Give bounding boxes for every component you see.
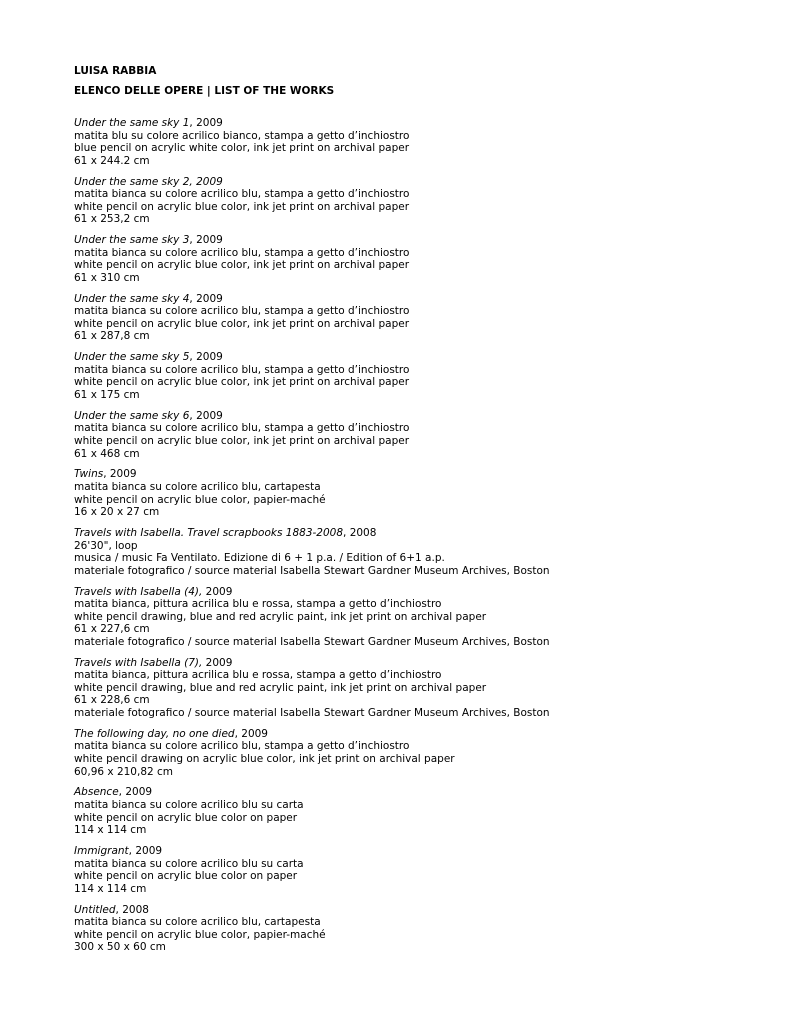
- work-detail-line: 16 x 20 x 27 cm: [74, 506, 160, 519]
- work-title: Twins: [74, 468, 104, 481]
- work-detail-line: white pencil on acrylic blue color, ink jet print on archival paper: [74, 317, 410, 330]
- artist-name: LUISA RABBIA: [74, 65, 157, 77]
- work-detail-line: white pencil drawing on acrylic blue color, ink jet print on archival paper: [74, 753, 455, 765]
- work-entry: [74, 904, 764, 954]
- work-title: Under the same sky 2, 2009: [74, 175, 223, 188]
- work-year: , 2008: [343, 526, 377, 539]
- work-detail-line: matita bianca su colore acrilico blu, cartapesta: [74, 916, 321, 929]
- work-detail-line: 61 x 228,6 cm: [74, 694, 150, 707]
- document-title: ELENCO DELLE OPERE | LIST OF THE WORKS: [74, 85, 335, 97]
- work-detail-line: white pencil on acrylic blue color, ink jet print on archival paper: [74, 200, 410, 213]
- work-title-line: [74, 728, 764, 741]
- work-year: , 2009: [118, 786, 153, 799]
- works-list: [74, 117, 764, 954]
- work-entry: [74, 351, 764, 401]
- work-title-line: [74, 234, 764, 247]
- work-year: , 2009: [234, 727, 268, 740]
- work-detail-line: matita bianca su colore acrilico blu, stampa a getto d’inchiostro: [74, 246, 410, 259]
- work-detail-line: 60,96 x 210,82 cm: [74, 765, 174, 778]
- work-detail-line: white pencil on acrylic blue color on paper: [74, 811, 298, 824]
- work-detail-line: 114 x 114 cm: [74, 882, 147, 895]
- work-entry: [74, 527, 764, 577]
- work-detail-line: matita bianca su colore acrilico blu su carta: [74, 857, 304, 870]
- work-detail-line: white pencil drawing, blue and red acrylic paint, ink jet print on archival paper: [74, 681, 487, 694]
- work-year: 2009: [202, 585, 233, 598]
- work-entry: [74, 728, 764, 778]
- work-title-line: [74, 786, 764, 799]
- work-detail-line: white pencil on acrylic blue color, ink jet print on archival paper: [74, 259, 410, 272]
- work-detail-line: 300 x 50 x 60 cm: [74, 941, 166, 954]
- work-detail-line: matita bianca su colore acrilico blu, stampa a getto d’inchiostro: [74, 305, 410, 318]
- work-detail-line: white pencil on acrylic blue color, papier-maché: [74, 493, 326, 506]
- work-year: , 2009: [128, 844, 163, 857]
- work-year: , 2009: [189, 292, 223, 305]
- work-year: , 2009: [189, 234, 223, 247]
- work-entry: [74, 410, 764, 460]
- work-year: , 2009: [103, 468, 137, 481]
- work-title: Under the same sky 5: [74, 351, 190, 364]
- work-title: Absence: [74, 786, 119, 799]
- work-detail-line: materiale fotografico / source material Isabella Stewart Gardner Museum Archives, Boston: [74, 707, 550, 720]
- work-title: Untitled: [74, 903, 116, 916]
- work-title-line: [74, 527, 764, 540]
- work-detail-line: 61 x 468 cm: [74, 447, 140, 460]
- work-title-line: [74, 657, 764, 670]
- work-detail-line: white pencil on acrylic blue color, ink jet print on archival paper: [74, 435, 410, 447]
- work-detail-line: matita bianca su colore acrilico blu, stampa a getto d’inchiostro: [74, 422, 410, 435]
- work-entry: [74, 786, 764, 836]
- work-detail-line: matita bianca su colore acrilico blu, stampa a getto d’inchiostro: [74, 188, 410, 201]
- work-detail-line: 114 x 114 cm: [74, 824, 147, 837]
- work-detail-line: 61 x 310 cm: [74, 271, 140, 284]
- work-title-line: [74, 904, 764, 917]
- work-detail-line: musica / music Fa Ventilato. Edizione di 6 + 1 p.a. / Edition of 6+1 a.p.: [74, 552, 445, 565]
- work-entry: [74, 293, 764, 343]
- work-detail-line: white pencil on acrylic blue color, ink jet print on archival paper: [74, 376, 410, 389]
- work-year: , 2008: [115, 903, 149, 916]
- work-detail-line: matita bianca su colore acrilico blu, stampa a getto d’inchiostro: [74, 740, 410, 753]
- work-title-line: [74, 176, 764, 189]
- work-title-line: [74, 410, 764, 423]
- work-entry: [74, 176, 764, 226]
- work-title: Travels with Isabella (7),: [74, 656, 203, 669]
- work-detail-line: 61 x 253,2 cm: [74, 213, 150, 226]
- work-detail-line: 61 x 175 cm: [74, 389, 140, 402]
- work-title: Under the same sky 6: [74, 409, 190, 422]
- work-detail-line: white pencil on acrylic blue color on paper: [74, 870, 298, 883]
- work-entry: [74, 468, 764, 518]
- work-entry: [74, 234, 764, 284]
- work-detail-line: matita blu su colore acrilico bianco, stampa a getto d’inchiostro: [74, 129, 410, 142]
- work-title-line: [74, 293, 764, 306]
- work-detail-line: white pencil drawing, blue and red acrylic paint, ink jet print on archival paper: [74, 610, 487, 623]
- work-title-line: [74, 351, 764, 364]
- work-title: Travels with Isabella (4),: [74, 585, 203, 598]
- work-entry: [74, 117, 764, 167]
- work-title: Immigrant: [74, 844, 129, 857]
- work-detail-line: materiale fotografico / source material Isabella Stewart Gardner Museum Archives, Boston: [74, 635, 550, 648]
- document-page: [74, 64, 764, 962]
- work-title: Under the same sky 4: [74, 292, 190, 305]
- work-entry: [74, 845, 764, 895]
- work-detail-line: matita bianca su colore acrilico blu, stampa a getto d’inchiostro: [74, 363, 410, 376]
- work-detail-line: 61 x 244.2 cm: [74, 154, 150, 167]
- work-title: Under the same sky 1: [74, 117, 190, 129]
- work-title: Travels with Isabella. Travel scrapbooks 1883-2008: [74, 526, 344, 539]
- work-year: , 2009: [189, 409, 223, 422]
- work-detail-line: matita bianca, pittura acrilica blu e rossa, stampa a getto d’inchiostro: [74, 669, 442, 682]
- work-detail-line: 26'30", loop: [74, 539, 138, 552]
- work-detail-line: matita bianca su colore acrilico blu su carta: [74, 798, 304, 811]
- work-title: The following day, no one died: [74, 727, 235, 740]
- work-detail-line: blue pencil on acrylic white color, ink jet print on archival paper: [74, 142, 410, 155]
- work-title-line: [74, 117, 764, 130]
- work-title-line: [74, 468, 764, 481]
- work-title-line: [74, 845, 764, 858]
- work-title: Under the same sky 3: [74, 234, 190, 247]
- work-detail-line: materiale fotografico / source material Isabella Stewart Gardner Museum Archives, Boston: [74, 564, 550, 577]
- work-year: , 2009: [189, 117, 223, 129]
- work-year: , 2009: [189, 351, 223, 364]
- work-entry: [74, 586, 764, 649]
- work-detail-line: 61 x 287,8 cm: [74, 330, 150, 343]
- work-detail-line: white pencil on acrylic blue color, papier-maché: [74, 928, 326, 941]
- work-entry: [74, 657, 764, 720]
- work-detail-line: 61 x 227,6 cm: [74, 623, 150, 636]
- work-year: 2009: [202, 656, 233, 669]
- work-detail-line: matita bianca, pittura acrilica blu e rossa, stampa a getto d’inchiostro: [74, 598, 442, 611]
- work-title-line: [74, 586, 764, 599]
- work-detail-line: matita bianca su colore acrilico blu, cartapesta: [74, 480, 321, 493]
